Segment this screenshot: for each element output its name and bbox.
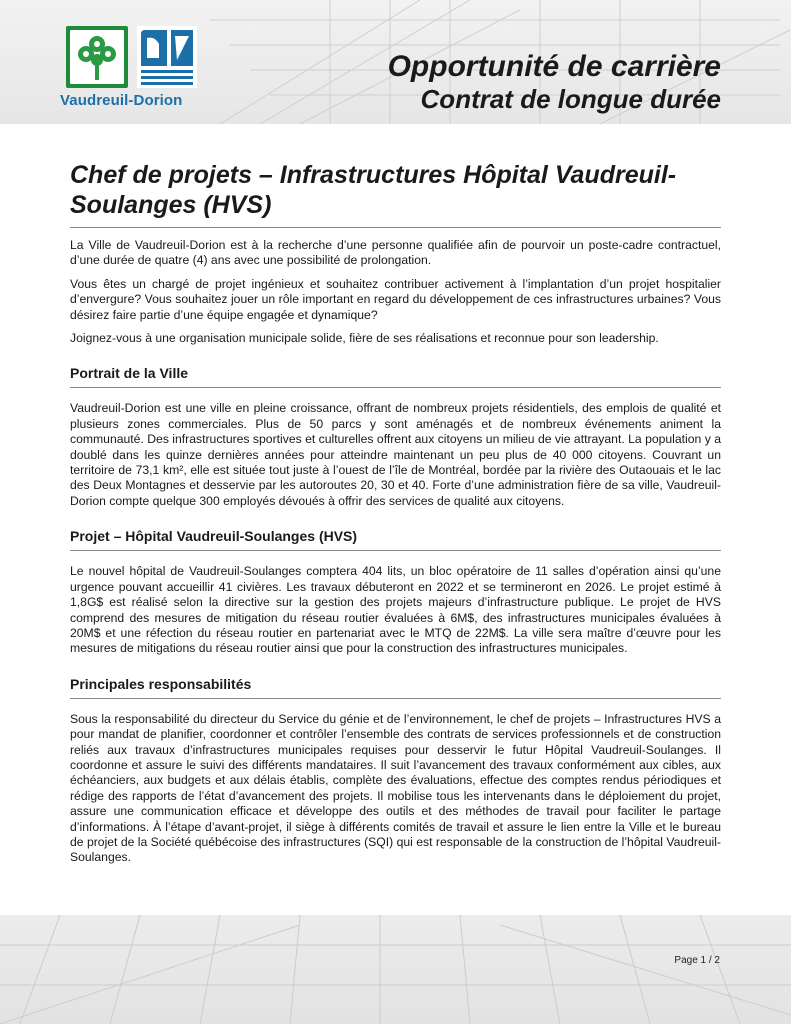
document-body — [70, 160, 721, 874]
job-title: Chef de projets – Infrastructures Hôpital Vaudreuil-Soulanges (HVS) — [70, 161, 677, 219]
logo-caption: Vaudreuil-Dorion — [60, 92, 183, 109]
architecture-sketch-footer — [0, 915, 791, 1024]
page-number: Page 1 / 2 — [674, 955, 720, 966]
page-title: Opportunité de carrière — [387, 50, 721, 83]
intro-paragraph: Joignez-vous à une organisation municipale solide, fière de ses réalisations et reconnue pour son leadership. — [70, 331, 659, 346]
city-emblem-logo — [137, 26, 197, 88]
vaudreuil-dorion-clover-logo — [66, 26, 128, 88]
page-header — [0, 0, 791, 124]
divider — [70, 550, 721, 551]
section-heading-responsabilites: Principales responsabilités — [70, 675, 252, 692]
divider — [70, 227, 721, 228]
section-text-portrait: Vaudreuil-Dorion est une ville en pleine croissance, offrant de nombreux projets résidentiels, des emplois de qualité et plusieurs zones commerciales. Plus de 50 parcs y sont aménagés et de nombreux événements animent la communauté. Des infrastructures sportives et culturelles offrent aux citoyens un milieu de vie attrayant. La population y a doublé dans les quinze dernières années pour atteindre maintenant un peu plus de 40 000 citoyens. Couvrant un territoire de 73,1 km², elle est située tout juste à l’ouest de l’île de Montréal, bordée par la rivière des Outaouais et le lac des Deux Montagnes et desservie par les autoroutes 20, 30 et 40. Forte d’une administration fière de sa ville, Vaudreuil-Dorion compte quelque 300 employés dévoués à offrir des services de qualité aux citoyens. — [70, 401, 721, 508]
section-heading-projet: Projet – Hôpital Vaudreuil-Soulanges (HVS) — [70, 528, 358, 545]
page-subtitle: Contrat de longue durée — [420, 84, 721, 114]
section-text-projet: Le nouvel hôpital de Vaudreuil-Soulanges comptera 404 lits, un bloc opératoire de 11 salles d’opération ainsi qu’une urgence pouvant accueillir 41 civières. Les travaux débuteront en 2022 et se termineront en 2026. Le projet estimé à 1,8G$ est réalisé selon la directive sur la gestion des projets majeurs d’infrastructure publique. Le projet de HVS comprend des mesures de mitigation du réseau routier évaluées à 6M$, des infrastructures municipales évaluées à 20M$ et une réfection du réseau routier en partenariat avec le MTQ de 22M$. La ville sera maître d’œuvre pour les mesures de mitigations du réseau routier ainsi que pour la construction des infrastructures municipales. — [70, 564, 721, 656]
page-footer — [0, 915, 791, 1024]
section-text-responsabilites: Sous la responsabilité du directeur du Service du génie et de l’environnement, le chef de projets – Infrastructures HVS a pour mandat de planifier, coordonner et contrôler l’ensemble des contrats de services professionnels et de construction reliés aux travaux d’infrastructures municipales requises pour desservir le futur Hôpital Vaudreuil-Soulanges. Il coordonne et assure le suivi des différents mandataires. Il suit l’avancement des travaux conformément aux cibles, aux échéanciers, aux budgets et aux délais établis, complète des évaluations, effectue des comptes rendus périodiques et rédige des rapports de l’état d’avancement des projets. Il mobilise tous les intervenants dans le déploiement du projet, assure une communication efficace et développe des outils et des méthodes de travail pour faciliter le partage d’informations. À l’étape d’avant-projet, il siège à différents comités de travail et assure le lien entre la Ville et le bureau de projet de la Société québécoise des infrastructures (SQI) qui est responsable de la construction de l’hôpital Vaudreuil-Soulanges. — [70, 711, 721, 865]
intro-paragraph: La Ville de Vaudreuil-Dorion est à la recherche d’une personne qualifiée afin de pourvoir un poste-cadre contractuel, d’une durée de quatre (4) ans avec une possibilité de prolongation. — [70, 238, 721, 268]
section-heading-portrait: Portrait de la Ville — [70, 365, 189, 382]
divider — [70, 387, 721, 388]
intro-paragraph: Vous êtes un chargé de projet ingénieux et souhaitez contribuer activement à l’implantation d’un projet hospitalier d’envergure? Vous souhaitez jouer un rôle important en regard du développement de ces infrastructures urbaines? Vous désirez faire partie d’une équipe engagée et dynamique? — [70, 276, 721, 322]
divider — [70, 698, 721, 699]
